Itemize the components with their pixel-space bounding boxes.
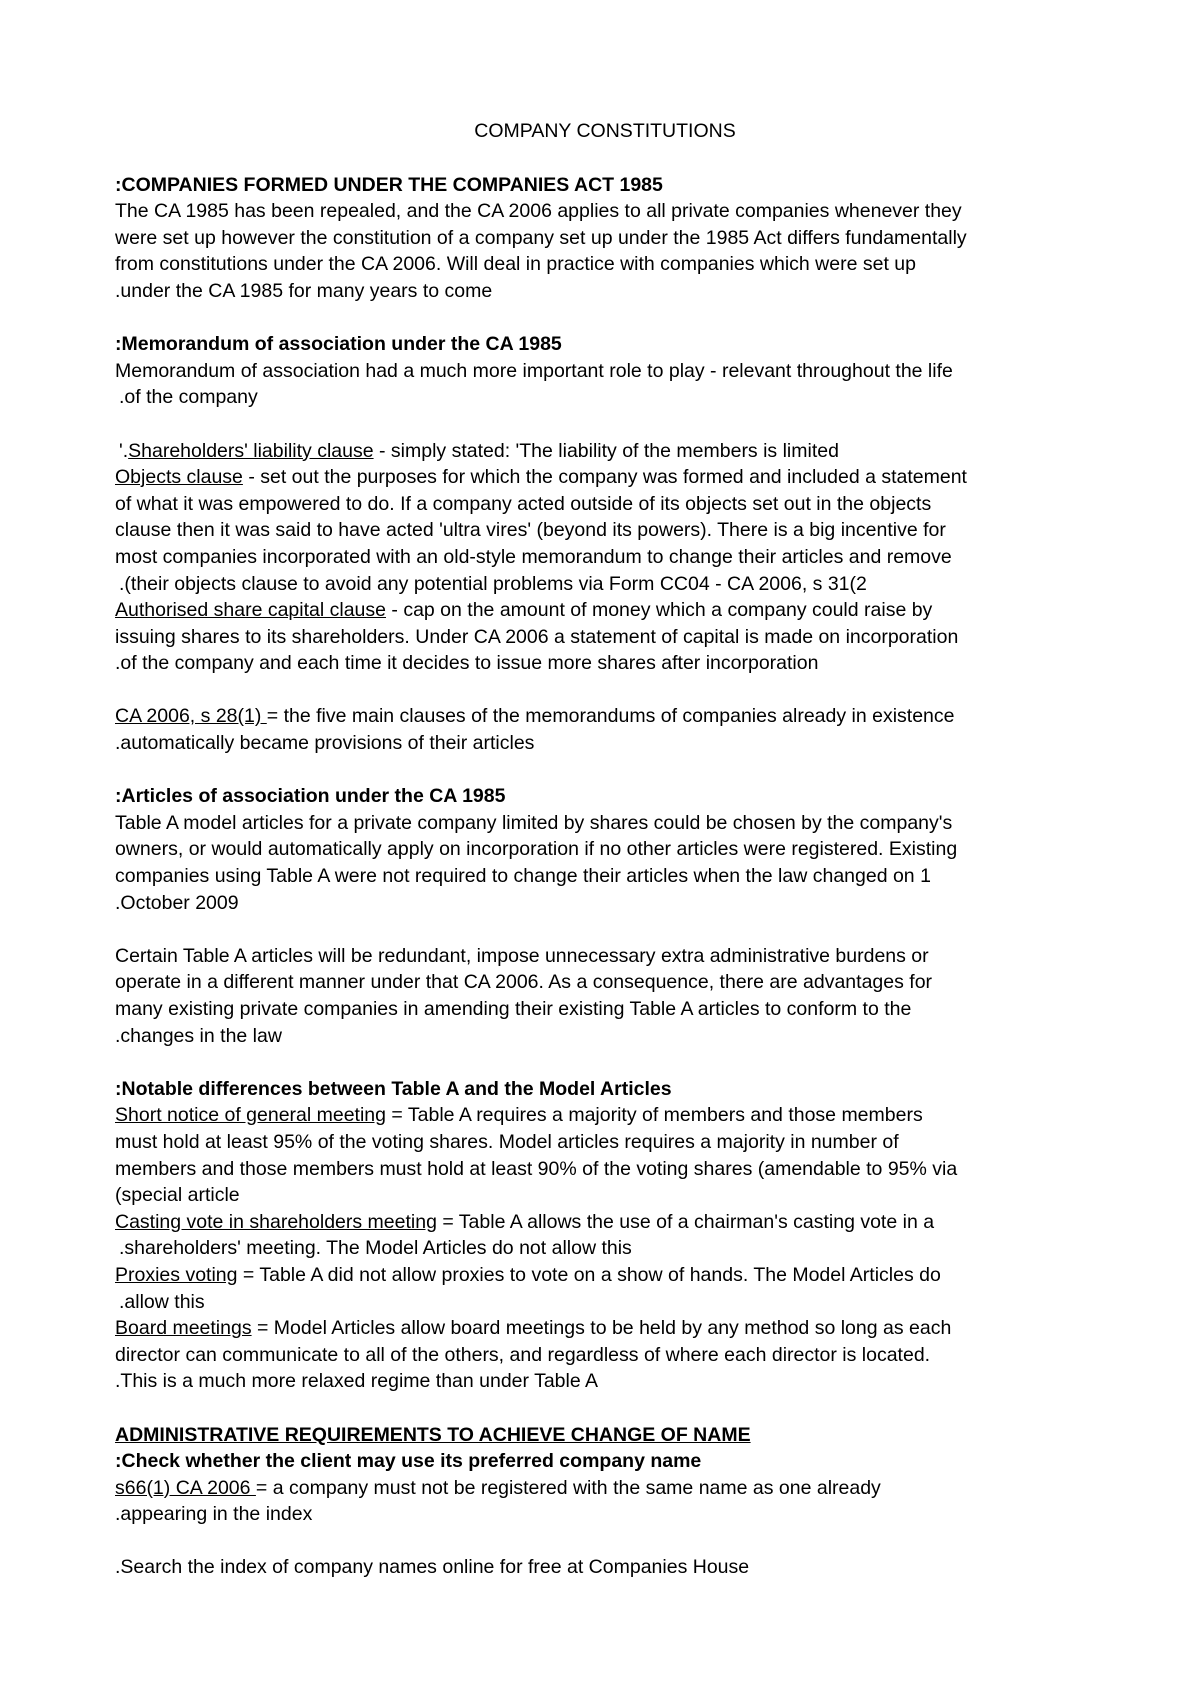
paragraph-line: owners, or would automatically apply on incorporation if no other articles were registered. Existing — [115, 838, 958, 861]
paragraph-line: members and those members must hold at least 90% of the voting shares (amendable to 95% via — [115, 1157, 958, 1180]
term-description: = Model Articles allow board meetings to be held by any method so long as each — [251, 1317, 952, 1340]
term-casting-vote: Casting vote in shareholders meeting — [115, 1210, 437, 1233]
term-ca-2006-s28: CA 2006, s 28(1) — [115, 705, 267, 728]
term-short-notice: Short notice of general meeting — [115, 1104, 387, 1127]
s28-line — [115, 703, 1095, 730]
paragraph-line: Table A model articles for a private company limited by shares could be chosen by the company's — [115, 811, 953, 834]
paragraph-line: .changes in the law — [115, 1024, 282, 1047]
casting-vote-line — [115, 1209, 1095, 1236]
paragraph-line: operate in a different manner under that CA 2006. As a consequence, there are advantages for — [115, 971, 933, 994]
term-description: = Table A allows the use of a chairman's casting vote in a — [436, 1210, 935, 1233]
paragraph-line: .(their objects clause to avoid any potential problems via Form CC04 - CA 2006, s 31(2 — [119, 572, 867, 595]
paragraph-line: issuing shares to its shareholders. Under CA 2006 a statement of capital is made on incorporation — [115, 625, 959, 648]
term-proxies-voting: Proxies voting — [115, 1263, 238, 1286]
term-s66: s66(1) CA 2006 — [115, 1476, 256, 1499]
paragraph-line: .under the CA 1985 for many years to come — [115, 279, 493, 302]
paragraph-line: .of the company and each time it decides to issue more shares after incorporation — [115, 652, 819, 675]
authorised-capital-line — [115, 597, 1095, 624]
paragraph-line: The CA 1985 has been repealed, and the CA 2006 applies to all private companies whenever they — [115, 200, 962, 223]
paragraph-line: .shareholders' meeting. The Model Articles do not allow this — [119, 1237, 632, 1260]
term-authorised-share-capital-clause: Authorised share capital clause — [115, 599, 386, 622]
heading-notable-differences: :Notable differences between Table A and the Model Articles — [115, 1077, 672, 1100]
paragraph-line: companies using Table A were not required to change their articles when the law changed on 1 — [115, 865, 931, 888]
term-description: = the five main clauses of the memorandums of companies already in existence — [266, 705, 955, 728]
heading-memorandum: :Memorandum of association under the CA 1985 — [115, 333, 562, 356]
objects-clause-line — [115, 464, 1095, 491]
paragraph-line: clause then it was said to have acted 'ultra vires' (beyond its powers). There is a big incentive for — [115, 519, 946, 542]
document-title: COMPANY CONSTITUTIONS — [474, 120, 736, 142]
short-notice-line — [115, 1102, 1095, 1129]
paragraph-line: must hold at least 95% of the voting shares. Model articles requires a majority in number of — [115, 1130, 899, 1153]
paragraph-line: many existing private companies in amending their existing Table A articles to conform to the — [115, 998, 912, 1020]
paragraph-line: (special article — [115, 1184, 240, 1207]
paragraph-line: from constitutions under the CA 2006. Will deal in practice with companies which were set up — [115, 253, 916, 276]
paragraph-line: Memorandum of association had a much more important role to play - relevant throughout the life — [115, 359, 953, 382]
term-description: = Table A did not allow proxies to vote on a show of hands. The Model Articles do — [237, 1263, 941, 1286]
paragraph-line: director can communicate to all of the others, and regardless of where each director is located. — [115, 1343, 931, 1366]
term-description: = a company must not be registered with the same name as one already — [255, 1476, 881, 1499]
line-prefix: '. — [119, 439, 129, 462]
s66-line — [115, 1475, 1095, 1502]
term-description: = Table A requires a majority of members and those members — [386, 1104, 923, 1127]
term-board-meetings: Board meetings — [115, 1317, 252, 1340]
search-index-line: .Search the index of company names online for free at Companies House — [115, 1556, 750, 1579]
paragraph-line: .allow this — [119, 1290, 205, 1313]
paragraph-line: of what it was empowered to do. If a company acted outside of its objects set out in the objects — [115, 492, 932, 515]
heading-articles: :Articles of association under the CA 1985 — [115, 785, 506, 808]
term-shareholders-liability-clause: Shareholders' liability clause — [128, 439, 374, 462]
paragraph-line: .appearing in the index — [115, 1503, 313, 1526]
term-description: - set out the purposes for which the company was formed and included a statement — [242, 466, 967, 489]
board-meetings-line — [115, 1315, 1095, 1342]
paragraph-line: .automatically became provisions of their articles — [115, 732, 535, 755]
paragraph-line: .of the company — [119, 386, 258, 409]
paragraph-line: .October 2009 — [115, 891, 239, 914]
term-description: - cap on the amount of money which a company could raise by — [386, 599, 933, 622]
paragraph-line: were set up however the constitution of a company set up under the 1985 Act differs fundamentally — [115, 226, 967, 249]
term-description: - simply stated: 'The liability of the members is limited — [373, 439, 839, 462]
document-content — [115, 118, 1095, 1581]
paragraph-line: most companies incorporated with an old-style memorandum to change their articles and remove — [115, 545, 952, 568]
paragraph-line: .This is a much more relaxed regime than under Table A — [115, 1370, 599, 1393]
paragraph-line: Certain Table A articles will be redundant, impose unnecessary extra administrative burdens or — [115, 944, 929, 967]
heading-companies-formed: :COMPANIES FORMED UNDER THE COMPANIES ACT 1985 — [115, 173, 663, 196]
subheading-check-name: :Check whether the client may use its preferred company name — [115, 1450, 702, 1473]
proxies-line — [115, 1262, 1095, 1289]
heading-administrative-requirements: ADMINISTRATIVE REQUIREMENTS TO ACHIEVE CHANGE OF NAME — [115, 1423, 751, 1446]
shareholders-liability-line — [115, 438, 1095, 465]
term-objects-clause: Objects clause — [115, 466, 243, 489]
